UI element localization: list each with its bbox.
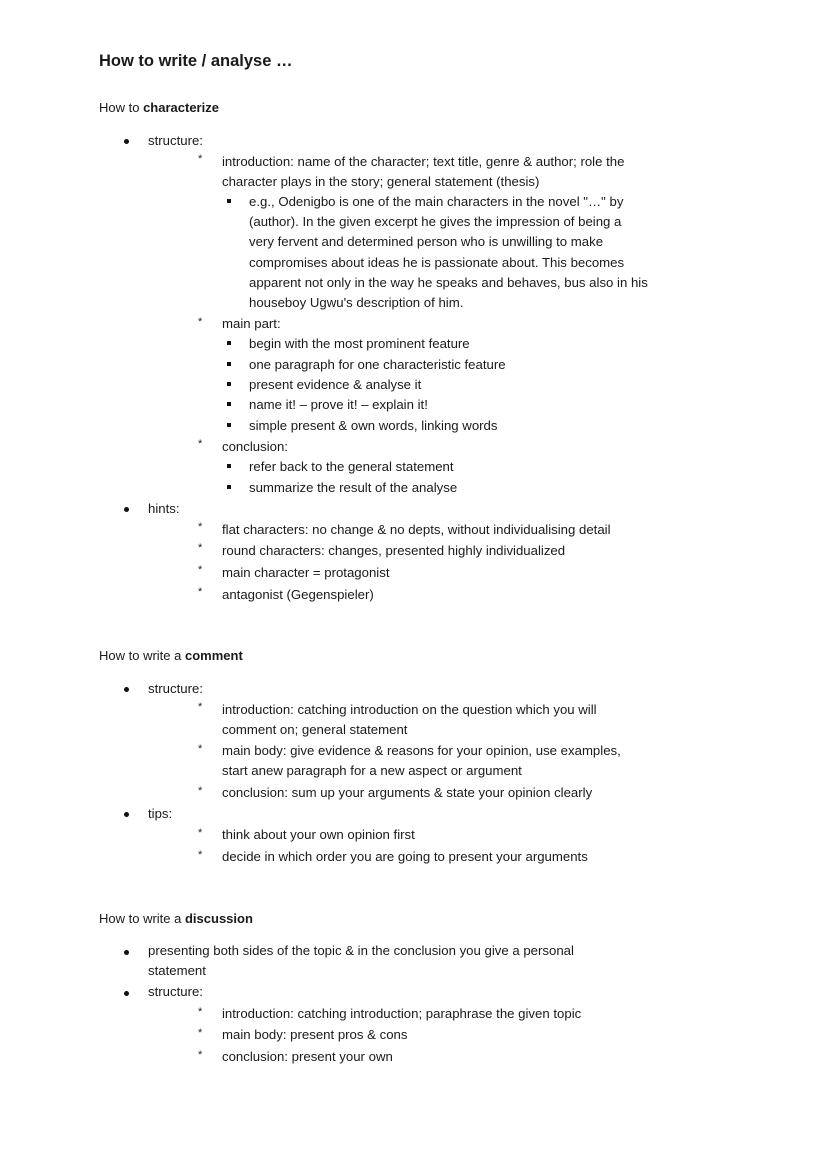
square-bullet-icon: [227, 464, 231, 468]
bullet-icon: [124, 687, 129, 692]
star-icon: *: [198, 1049, 203, 1061]
star-icon: *: [198, 785, 203, 797]
list-item: decide in which order you are going to present your arguments: [222, 849, 588, 864]
list-item: round characters: changes, presented highly individualized: [222, 543, 566, 558]
heading-prefix: How to write a: [99, 911, 185, 926]
conclusion-label: conclusion:: [222, 439, 288, 454]
list-item: present evidence & analyse it: [249, 377, 422, 392]
list-item: flat characters: no change & no depts, without individualising detail: [222, 522, 611, 537]
star-icon: *: [198, 542, 203, 554]
bullet-icon: [124, 812, 129, 817]
comment-conclusion: conclusion: sum up your arguments & state your opinion clearly: [222, 785, 593, 800]
star-icon: *: [198, 701, 203, 713]
star-icon: *: [198, 521, 203, 533]
hints-label: hints:: [148, 501, 180, 516]
square-bullet-icon: [227, 402, 231, 406]
square-bullet-icon: [227, 362, 231, 366]
list-item: antagonist (Gegenspieler): [222, 587, 374, 602]
main-part-label: main part:: [222, 316, 281, 331]
heading-bold: comment: [184, 648, 243, 663]
square-bullet-icon: [227, 423, 231, 427]
tips-label: tips:: [148, 806, 173, 821]
comment-heading: [99, 648, 243, 663]
discussion-presenting: presenting both sides of the topic & in the conclusion you give a personal statement: [148, 943, 574, 979]
discussion-heading: [99, 911, 253, 926]
comment-intro: introduction: catching introduction on the question which you will comment on; general statement: [222, 702, 597, 738]
list-item: simple present & own words, linking words: [249, 418, 498, 433]
list-item: name it! – prove it! – explain it!: [249, 397, 428, 412]
comment-main-body: main body: give evidence & reasons for your opinion, use examples, start anew paragraph for a new aspect or argument: [222, 743, 621, 779]
bullet-icon: [124, 991, 129, 996]
square-bullet-icon: [227, 199, 231, 203]
heading-prefix: How to write a: [99, 648, 185, 663]
list-item: refer back to the general statement: [249, 459, 454, 474]
bullet-icon: [124, 507, 129, 512]
list-item: main body: present pros & cons: [222, 1027, 408, 1042]
list-item: main character = protagonist: [222, 565, 390, 580]
star-icon: *: [198, 586, 203, 598]
square-bullet-icon: [227, 341, 231, 345]
bullet-icon: [124, 139, 129, 144]
star-icon: *: [198, 743, 203, 755]
heading-bold: characterize: [143, 100, 219, 115]
heading-prefix: How to: [99, 100, 144, 115]
list-item: introduction: catching introduction; paraphrase the given topic: [222, 1006, 582, 1021]
star-icon: *: [198, 316, 203, 328]
structure-label: structure:: [148, 133, 203, 148]
structure-label: structure:: [148, 984, 203, 999]
characterize-intro: introduction: name of the character; text title, genre & author; role the character plays in the story; general statement (thesis): [222, 154, 625, 190]
list-item: summarize the result of the analyse: [249, 480, 458, 495]
list-item: think about your own opinion first: [222, 827, 415, 842]
structure-label: structure:: [148, 681, 203, 696]
heading-bold: discussion: [184, 911, 253, 926]
star-icon: *: [198, 153, 203, 165]
star-icon: *: [198, 438, 203, 450]
list-item: conclusion: present your own: [222, 1049, 393, 1064]
star-icon: *: [198, 849, 203, 861]
star-icon: *: [198, 827, 203, 839]
bullet-icon: [124, 950, 129, 955]
characterize-example: e.g., Odenigbo is one of the main characters in the novel "…" by (author). In the given excerpt he gives the impression of being a very fervent and determined person who is unwilling to make compromises about ideas he is passionate about. This becomes apparent not only in the way he speaks and behaves, bus also in his houseboy Ugwu's description of him.: [249, 194, 648, 311]
star-icon: *: [198, 564, 203, 576]
characterize-heading: [99, 100, 219, 115]
page-title: How to write / analyse …: [99, 52, 293, 70]
list-item: one paragraph for one characteristic feature: [249, 357, 506, 372]
square-bullet-icon: [227, 382, 231, 386]
star-icon: *: [198, 1027, 203, 1039]
list-item: begin with the most prominent feature: [249, 336, 470, 351]
square-bullet-icon: [227, 485, 231, 489]
star-icon: *: [198, 1006, 203, 1018]
